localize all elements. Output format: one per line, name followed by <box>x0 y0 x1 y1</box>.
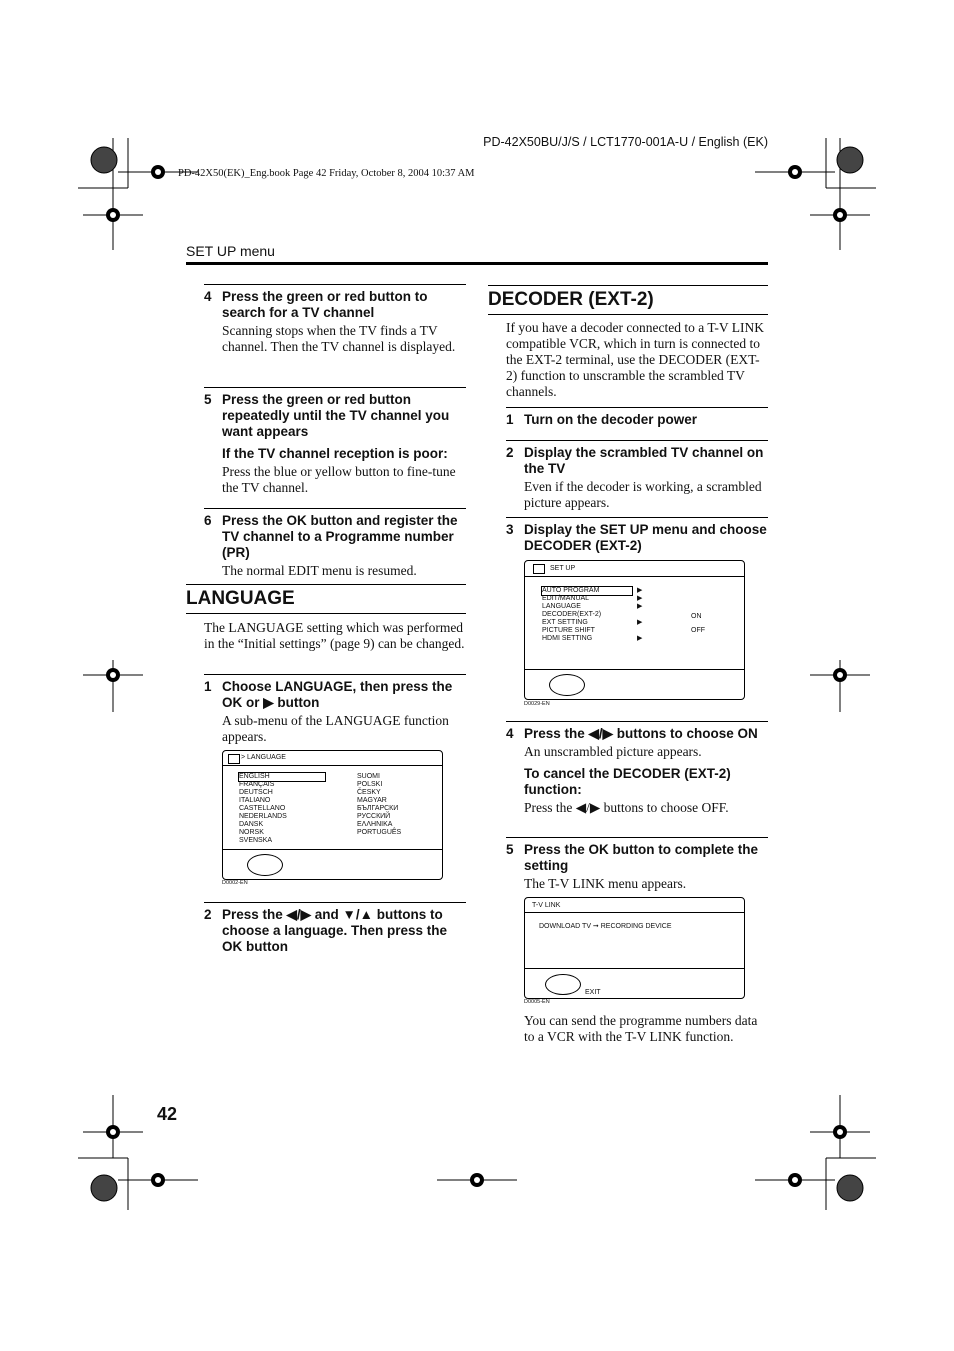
menu-option[interactable]: HDMI SETTING <box>542 635 593 642</box>
step-body: An unscrambled picture appears. <box>524 744 702 759</box>
chevron-right-icon <box>637 627 642 635</box>
step-body: The T-V LINK menu appears. <box>524 876 687 891</box>
language-list-2 <box>357 773 401 837</box>
setup-menu-list <box>542 587 632 643</box>
screen-title: SET UP <box>550 565 576 572</box>
menu-option[interactable]: NORSK <box>239 829 264 836</box>
menu-icon <box>228 754 240 764</box>
right-step-4: 4 Press the ◀/▶ buttons to choose ON An unscrambled picture appears. To cancel the DECODER (EXT-2) function: Press the ◀/▶ buttons to choose OFF. <box>506 721 768 816</box>
menu-option[interactable]: ITALIANO <box>239 797 271 804</box>
right-step-2: 2 Display the scrambled TV channel on the TV Even if the decoder is working, a scrambled picture appears. <box>506 440 768 517</box>
page-number: 42 <box>157 1104 178 1124</box>
decoder-on: ON <box>691 613 702 620</box>
step-title: Press the OK button to complete the setting <box>524 842 759 873</box>
step-body: The normal EDIT menu is resumed. <box>222 563 417 578</box>
language-heading: LANGUAGE <box>186 584 466 614</box>
language-screen <box>222 750 443 880</box>
chevron-right-icon: ▶ <box>637 587 643 594</box>
menu-option[interactable]: SUOMI <box>357 773 380 780</box>
exit-label: EXIT <box>585 989 601 996</box>
right-steps <box>506 407 768 554</box>
menu-option[interactable]: ENGLISH <box>239 773 325 781</box>
step-subhead: To cancel the DECODER (EXT-2) function: <box>524 766 731 797</box>
screen-code: D0005-EN <box>524 999 550 1005</box>
step-body: Scanning stops when the TV finds a TV channel. Then the TV channel is displayed. <box>222 323 456 354</box>
screen-code: D0029-EN <box>524 701 550 707</box>
right-step-1: 1 Turn on the decoder power <box>506 407 768 440</box>
chevron-right-icon: ▶ <box>637 619 643 626</box>
language-list-1 <box>239 773 325 845</box>
left-step-4: 4 Press the green or red button to search for a TV channel Scanning stops when the TV finds a TV channel. Then the TV channel is displayed. <box>204 284 466 383</box>
step-body: Even if the decoder is working, a scrambled picture appears. <box>524 479 762 510</box>
step-title: Display the SET UP menu and choose DECODER (EXT-2) <box>524 522 767 553</box>
header-rule <box>186 262 768 265</box>
step-title: Press the green or red button to search for a TV channel <box>222 289 428 320</box>
screen-code: D0002-EN <box>222 880 248 886</box>
chevron-right-icon: ▶ <box>637 603 643 610</box>
setup-arrows <box>637 587 642 643</box>
decoder-off: OFF <box>691 627 705 634</box>
chevron-right-icon: ▶ <box>637 595 643 602</box>
screen-title: > LANGUAGE <box>241 754 286 761</box>
menu-option[interactable]: EXT SETTING <box>542 619 588 626</box>
step-body: A sub-menu of the LANGUAGE function appears. <box>222 713 449 744</box>
menu-option[interactable]: ČESKY <box>357 789 381 796</box>
menu-option[interactable]: LANGUAGE <box>542 603 581 610</box>
chevron-right-icon <box>637 611 642 619</box>
step-title: Choose LANGUAGE, then press the OK or ▶ button <box>222 679 453 710</box>
step-title: Press the ◀/▶ and ▼/▲ buttons to choose a language. Then press the OK button <box>222 907 448 954</box>
menu-option[interactable]: БЪЛГАРСКИ <box>357 805 399 812</box>
step-title: Press the OK button and register the TV channel to a Programme number (PR) <box>222 513 458 560</box>
section-title: SET UP menu <box>186 243 275 259</box>
book-info: PD-42X50(EK)_Eng.book Page 42 Friday, October 8, 2004 10:37 AM <box>178 168 475 179</box>
menu-option[interactable]: PICTURE SHIFT <box>542 627 595 634</box>
menu-option[interactable]: DEUTSCH <box>239 789 273 796</box>
menu-option[interactable]: ΕΛΛΗΝΙΚΑ <box>357 821 393 828</box>
screen-title: T-V LINK <box>532 902 561 909</box>
right-step-5: 5 Press the OK button to complete the setting The T-V LINK menu appears. <box>506 837 768 892</box>
tvlink-outro: You can send the programme numbers data to a VCR with the T-V LINK function. <box>524 1013 758 1044</box>
left-step-6: 6 Press the OK button and register the TV channel to a Programme number (PR) The normal EDIT menu is resumed. <box>204 508 466 587</box>
step-title: Press the green or red button repeatedly until the TV channel you want appears <box>222 392 450 439</box>
step-title: Display the scrambled TV channel on the TV <box>524 445 764 476</box>
remote-icon <box>247 854 283 876</box>
menu-option[interactable]: MAGYAR <box>357 797 387 804</box>
menu-option[interactable]: EDIT/MANUAL <box>542 595 590 602</box>
step-title: Press the ◀/▶ buttons to choose ON <box>524 726 758 741</box>
step-subhead: If the TV channel reception is poor: <box>222 446 448 461</box>
remote-icon <box>545 974 581 995</box>
remote-icon <box>549 674 585 696</box>
step-title: Turn on the decoder power <box>524 412 698 427</box>
menu-option[interactable]: CASTELLANO <box>239 805 286 812</box>
right-step-3: 3 Display the SET UP menu and choose DECODER (EXT-2) <box>506 517 768 554</box>
menu-option[interactable]: PORTUGUÊS <box>357 829 402 836</box>
language-step-2: 2 Press the ◀/▶ and ▼/▲ buttons to choose a language. Then press the OK button <box>204 902 466 955</box>
language-intro: The LANGUAGE setting which was performed in the “Initial settings” (page 9) can be changed. <box>204 620 465 651</box>
menu-option[interactable]: РУССКИЙ <box>357 813 391 820</box>
tvlink-screen <box>524 897 745 999</box>
menu-icon <box>533 564 545 574</box>
chevron-right-icon: ▶ <box>637 635 643 642</box>
step-body-2: Press the ◀/▶ buttons to choose OFF. <box>524 800 729 815</box>
menu-option[interactable]: FRANÇAIS <box>239 781 275 788</box>
menu-option[interactable]: DECODER(EXT-2) <box>542 611 602 618</box>
header-model: PD-42X50BU/J/S / LCT1770-001A-U / English (EK) <box>483 135 768 149</box>
menu-option[interactable]: POLSKI <box>357 781 383 788</box>
setup-screen <box>524 560 745 700</box>
menu-option[interactable]: NEDERLANDS <box>239 813 287 820</box>
left-column <box>204 284 466 587</box>
left-step-5: 5 Press the green or red button repeatedly until the TV channel you want appears If the TV channel reception is poor: Press the blue or yellow button to fine-tune the TV channel. <box>204 387 466 504</box>
menu-option[interactable]: SVENSKA <box>239 837 273 844</box>
decoder-intro: If you have a decoder connected to a T-V LINK compatible VCR, which in turn is connected to the EXT-2 terminal, use the DECODER (EXT-2) function to unscramble the scrambled TV channels. <box>506 320 765 399</box>
menu-option[interactable]: AUTO PROGRAM <box>542 587 632 595</box>
language-step-1: 1 Choose LANGUAGE, then press the OK or ▶ button A sub-menu of the LANGUAGE function appears. <box>204 674 466 745</box>
decoder-heading: DECODER (EXT-2) <box>488 285 768 315</box>
tvlink-line: DOWNLOAD TV ➞ RECORDING DEVICE <box>539 923 672 930</box>
step-body: Press the blue or yellow button to fine-tune the TV channel. <box>222 464 456 495</box>
menu-option[interactable]: DANSK <box>239 821 264 828</box>
